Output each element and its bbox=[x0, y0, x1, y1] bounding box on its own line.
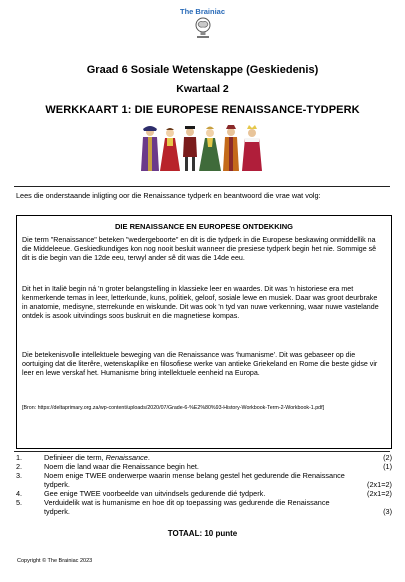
question-number: 5. bbox=[16, 498, 23, 507]
term-label: Kwartaal 2 bbox=[176, 83, 229, 95]
worksheet-title: WERKKAART 1: DIE EUROPESE RENAISSANCE-TYDPERK bbox=[45, 104, 360, 116]
question-item bbox=[16, 489, 392, 498]
question-item bbox=[16, 498, 392, 516]
copyright-notice: Copyright © The Brainiac 2023 bbox=[17, 558, 93, 564]
question-marks: (2) bbox=[383, 453, 392, 462]
figure-lady-red bbox=[160, 128, 180, 171]
question-text: Verduidelik wat is humanisme en hoe dit op toepassing was gedurende die Renaissance tydperk. bbox=[44, 498, 330, 516]
figure-king bbox=[242, 125, 262, 171]
reading-paragraph: Die betekenisvolle intellektuele beweging van die Renaissance was 'humanisme'. Dit was gebaseer op die oortuiging dat die literêre, wetenskaplike en filosofiese werke van antieke Griekeland en Rome die beste gidse vir leer en lewe verskaf het. Humanisme bring intellektuele eenheid na Europa. bbox=[22, 351, 378, 377]
question-term: Renaissance bbox=[105, 453, 148, 462]
figure-merchant bbox=[223, 125, 239, 171]
question-number: 2. bbox=[16, 462, 23, 471]
question-text: Noem enige TWEE onderwerpe waarin mense belang gestel het gedurende die Renaissance tydperk. bbox=[44, 471, 345, 489]
brainiac-logo-icon bbox=[193, 17, 213, 41]
divider bbox=[14, 186, 390, 187]
question-text: Gee enige TWEE voorbeelde van uitvindsels gedurende dié tydperk. bbox=[44, 489, 266, 498]
question-item bbox=[16, 453, 392, 462]
question-text-part: . bbox=[147, 453, 150, 462]
reading-paragraph: Die term "Renaissance" beteken "wedergeboorte" en dit is die tydperk in die Europese beskawing onmiddellik na die Middeleeue. Geskiedkundiges kon nog nooit besluit wanneer die presiese tydperk begin het nie. Sommige sê dit is die begin van die 12de eeu, terwyl ander sê dit was die 14de eeu. bbox=[22, 236, 377, 262]
source-citation: [Bron: https://deltaprimary.org.za/wp-content/uploads/2020/07/Grade-6-%E2%80%93-History-Workbook-Term-2-Workbook-1.pdf] bbox=[22, 405, 325, 411]
figure-lady-gold bbox=[199, 127, 221, 172]
brand-name: The Brainiac bbox=[179, 7, 225, 16]
question-text: Noem die land waar die Renaissance begin het. bbox=[44, 462, 199, 471]
question-number: 3. bbox=[16, 471, 23, 480]
reading-box-title: DIE RENAISSANCE EN EUROPESE ONTDEKKING bbox=[115, 222, 293, 231]
figure-nobleman bbox=[183, 126, 197, 171]
question-text bbox=[44, 453, 350, 462]
question-item bbox=[16, 462, 392, 471]
renaissance-figures-illustration bbox=[140, 123, 264, 173]
question-number: 1. bbox=[16, 453, 23, 462]
question-marks: (2x1=2) bbox=[367, 489, 392, 498]
intro-text: Lees die onderstaande inligting oor die Renaissance tydperk en beantwoord die vrae wat volg: bbox=[16, 191, 321, 200]
question-marks: (3) bbox=[383, 507, 392, 516]
figure-scholar bbox=[141, 126, 159, 171]
question-item bbox=[16, 471, 392, 489]
divider bbox=[14, 451, 390, 452]
reading-paragraph: Dit het in Italië begin ná 'n groter belangstelling in klassieke leer en waardes. Dit was 'n historiese era met kenmerkende temas in leer, letterkunde, kuns, politiek, geloof, sosiale lewe en musiek. Daar was groot deurbrake in anatomie, medisyne, sterrekunde en wiskunde. Dit was ook 'n tyd van nuwe verkenning, waar nuwe vastelande ontdek is asook uitvindings soos buskruit en die magnetiese kompas. bbox=[22, 285, 379, 320]
question-number: 4. bbox=[16, 489, 23, 498]
question-list bbox=[16, 453, 392, 516]
total-marks: TOTAAL: 10 punte bbox=[167, 529, 238, 538]
question-marks: (2x1=2) bbox=[367, 480, 392, 489]
question-marks: (1) bbox=[383, 462, 392, 471]
page-title: Graad 6 Sosiale Wetenskappe (Geskiedenis) bbox=[86, 64, 319, 76]
question-text-part: Definieer die term, bbox=[44, 453, 106, 462]
